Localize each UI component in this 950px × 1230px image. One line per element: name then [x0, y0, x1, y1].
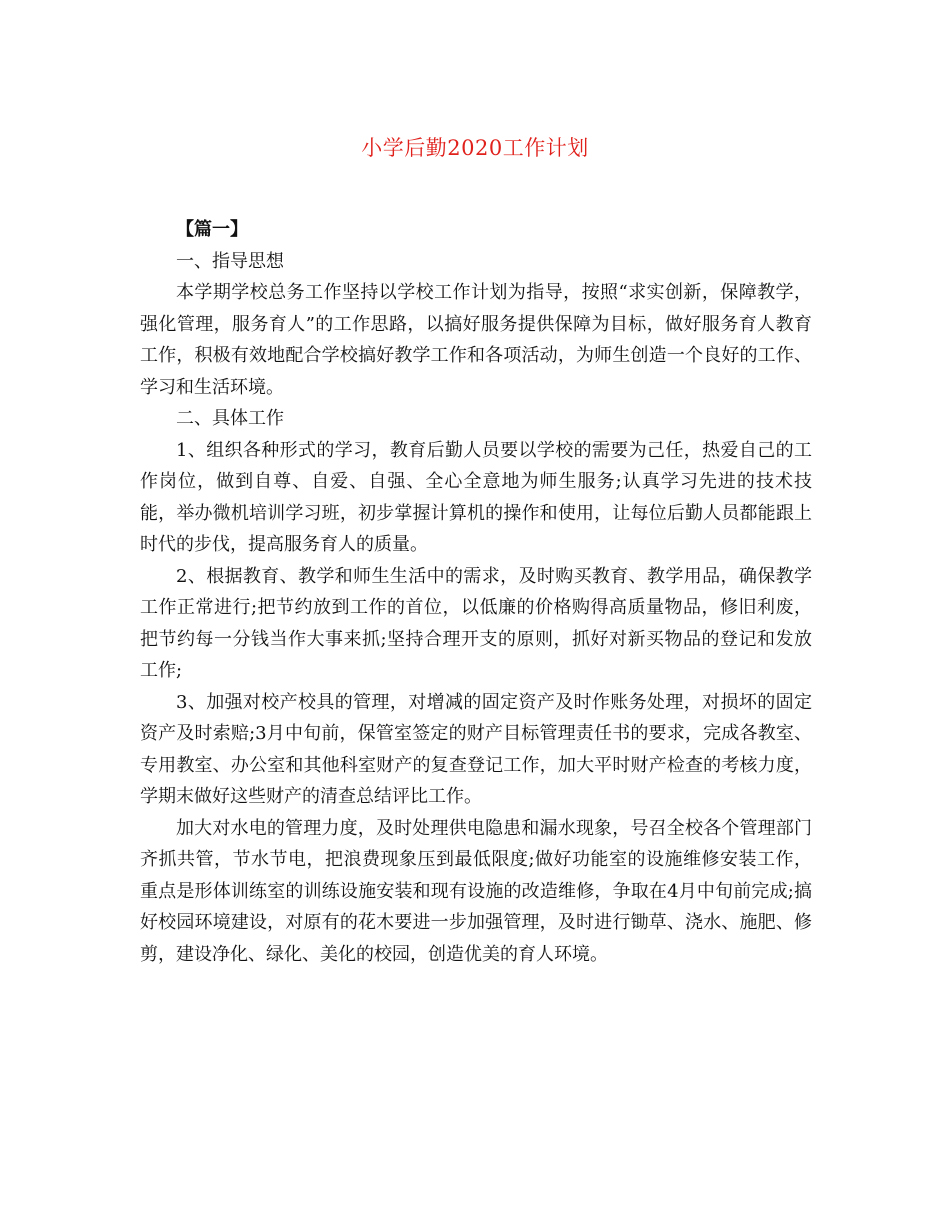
document-title: 小学后勤2020工作计划 — [361, 136, 589, 160]
paragraph-guiding-ideology: 本学期学校总务工作坚持以学校工作计划为指导，按照“求实创新，保障教学，强化管理，服务育人”的工作思路，以搞好服务提供保障为目标，做好服务育人教育工作，积极有效地配合学校搞好教学工作和各项活动，为师生创造一个良好的工作、学习和生活环境。 — [140, 282, 812, 398]
document-body — [140, 214, 812, 970]
part-label: 【篇一】 — [176, 219, 248, 240]
paragraph-utilities: 加大对水电的管理力度，及时处理供电隐患和漏水现象，号召全校各个管理部门齐抓共管，节水节电，把浪费现象压到最低限度;做好功能室的设施维修安装工作，重点是形体训练室的训练设施安装和现有设施的改造维修，争取在4月中旬前完成;搞好校园环境建设，对原有的花木要进一步加强管理，及时进行锄草、浇水、施肥、修剪，建设净化、绿化、美化的校园，创造优美的育人环境。 — [140, 817, 812, 965]
paragraph-item-2: 2、根据教育、教学和师生生活中的需求，及时购买教育、教学用品，确保教学工作正常进行;把节约放到工作的首位，以低廉的价格购得高质量物品，修旧利废，把节约每一分钱当作大事来抓;坚持合理开支的原则，抓好对新买物品的登记和发放工作; — [140, 565, 812, 681]
heading-specific-work: 二、具体工作 — [176, 408, 284, 429]
paragraph-item-3: 3、加强对校产校具的管理，对增减的固定资产及时作账务处理，对损坏的固定资产及时索赔;3月中旬前，保管室签定的财产目标管理责任书的要求，完成各教室、专用教室、办公室和其他科室财产的复查登记工作，加大平时财产检查的考核力度，学期末做好这些财产的清查总结评比工作。 — [140, 691, 812, 807]
heading-guiding-ideology: 一、指导思想 — [176, 250, 284, 272]
paragraph-item-1: 1、组织各种形式的学习，教育后勤人员要以学校的需要为己任，热爱自己的工作岗位，做到自尊、自爱、自强、全心全意地为师生服务;认真学习先进的技术技能，举办微机培训学习班，初步掌握计算机的操作和使用，让每位后勤人员都能跟上时代的步伐，提高服务育人的质量。 — [140, 439, 812, 555]
